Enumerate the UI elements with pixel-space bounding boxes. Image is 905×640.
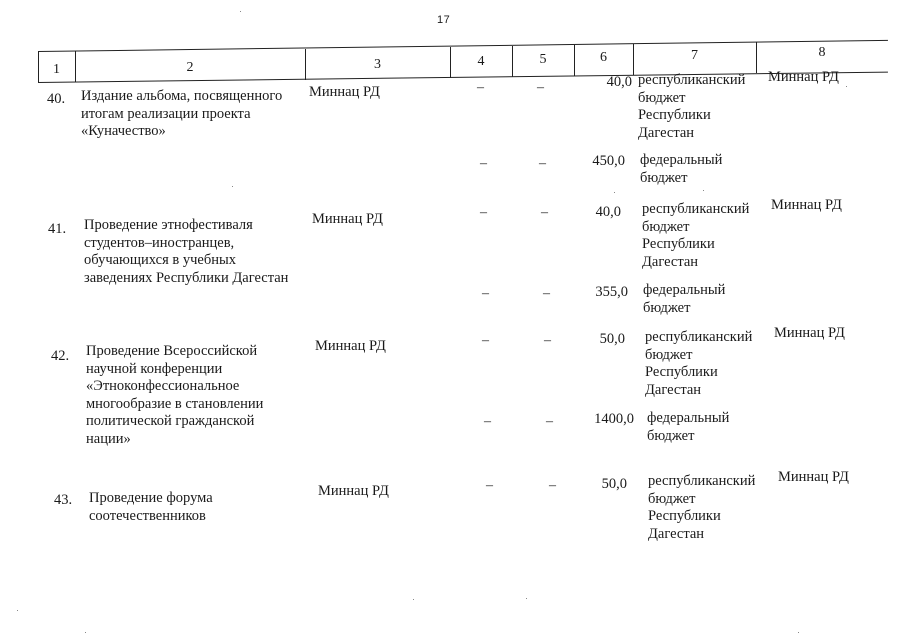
responsible: Миннац РД (768, 69, 839, 85)
row-number: 43. (54, 492, 73, 508)
responsible: Миннац РД (771, 197, 842, 213)
col4-value: – (480, 156, 487, 171)
row-number: 41. (48, 221, 67, 237)
funding-source: федеральный бюджет (643, 282, 726, 316)
funding-source: республиканский бюджет Республики Дагестан (648, 473, 756, 542)
scan-speck (798, 632, 799, 633)
col5-value: – (539, 156, 546, 171)
activity-name: Издание альбома, посвященного итогам реализации проекта «Куначество» (81, 88, 283, 139)
row-number: 40. (47, 91, 66, 107)
amount: 1400,0 (594, 411, 634, 427)
activity-name: Проведение форума соотечественников (89, 490, 213, 524)
col4-value: – (477, 80, 484, 95)
funding-source: федеральный бюджет (647, 410, 730, 444)
scan-speck (526, 598, 527, 599)
scan-speck (614, 192, 615, 193)
column-header-1: 1 (53, 62, 60, 77)
funding-source: республиканский бюджет Республики Дагестан (645, 329, 753, 398)
funding-source: республиканский бюджет Республики Дагестан (642, 201, 750, 270)
col5-value: – (549, 478, 556, 493)
scan-speck (17, 610, 18, 611)
col4-value: – (484, 414, 491, 429)
amount: 50,0 (599, 331, 625, 347)
amount: 450,0 (592, 153, 625, 169)
scan-speck (846, 86, 847, 87)
col5-value: – (541, 205, 548, 220)
col4-value: – (482, 333, 489, 348)
page-number: 17 (437, 14, 451, 26)
col4-value: – (482, 286, 489, 301)
column-header-8: 8 (818, 45, 826, 60)
column-header-4: 4 (477, 54, 485, 69)
funding-source: федеральный бюджет (640, 152, 723, 186)
col4-value: – (480, 205, 487, 220)
row-number: 42. (51, 348, 70, 364)
responsible: Миннац РД (778, 469, 849, 485)
executor: Миннац РД (309, 84, 380, 100)
col5-value: – (537, 80, 544, 95)
amount: 355,0 (595, 284, 628, 300)
column-header-5: 5 (539, 52, 547, 67)
executor: Миннац РД (318, 483, 389, 499)
amount: 40,0 (595, 204, 621, 220)
amount: 50,0 (601, 476, 627, 492)
activity-name: Проведение Всероссийской научной конференции «Этноконфессиональное многообразие в становлении политической гражданской нации» (86, 343, 264, 447)
column-header-2: 2 (186, 60, 194, 75)
executor: Миннац РД (312, 211, 383, 227)
scan-speck (703, 190, 704, 191)
col5-value: – (543, 286, 550, 301)
column-header-6: 6 (600, 50, 607, 65)
responsible: Миннац РД (774, 325, 845, 341)
funding-source: республиканский бюджет Республики Дагестан (638, 72, 746, 141)
column-header-3: 3 (374, 57, 381, 72)
scan-speck (240, 11, 241, 12)
scan-speck (232, 186, 233, 187)
col5-value: – (544, 333, 551, 348)
activity-name: Проведение этнофестиваля студентов–иностранцев, обучающихся в учебных заведениях Республики Дагестан (84, 217, 289, 286)
executor: Миннац РД (315, 338, 386, 354)
col5-value: – (546, 414, 553, 429)
scan-speck (85, 632, 86, 633)
scan-speck (413, 599, 414, 600)
col4-value: – (486, 478, 493, 493)
amount: 40,0 (606, 74, 632, 90)
column-header-7: 7 (691, 48, 698, 63)
